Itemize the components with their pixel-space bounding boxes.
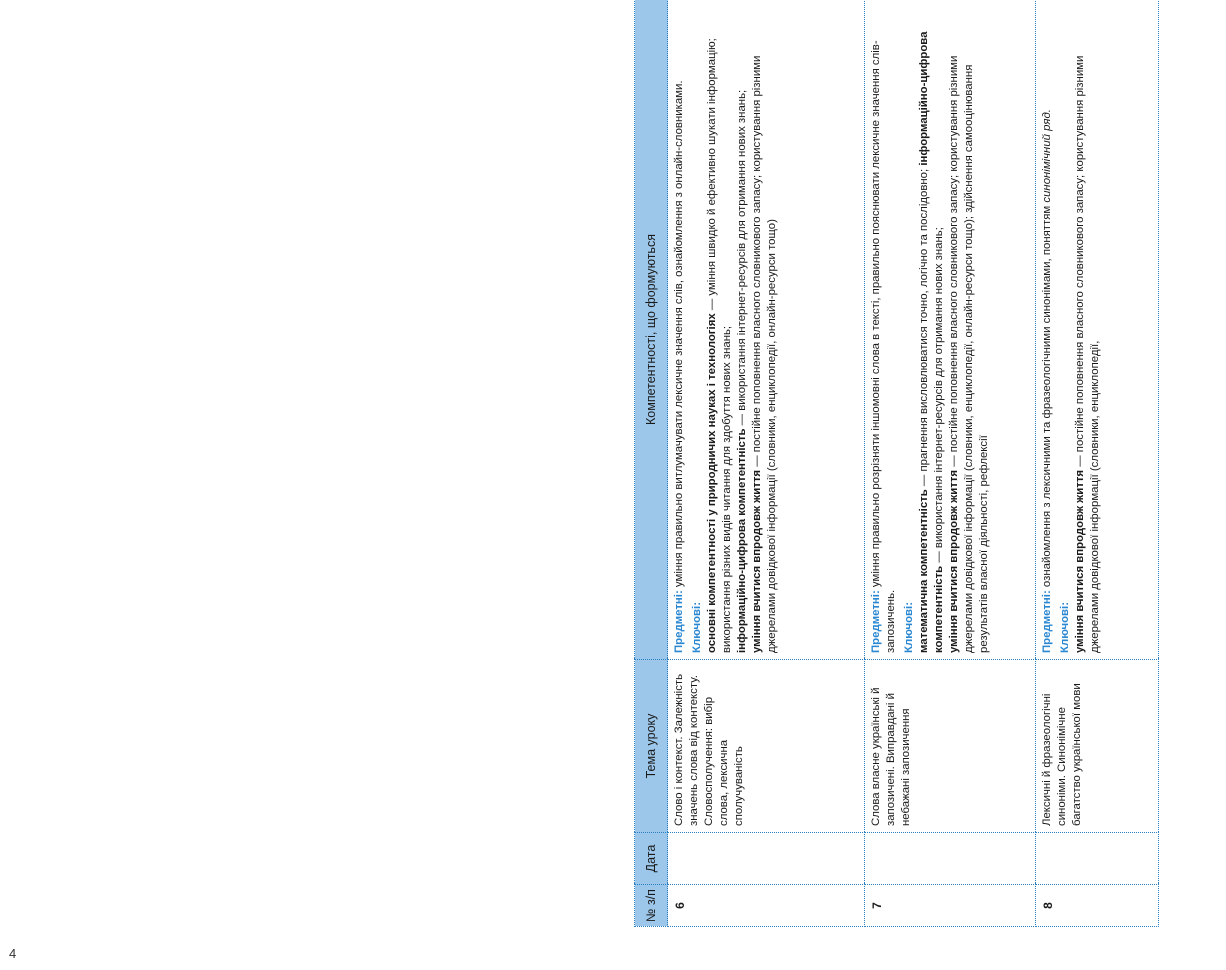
header-date: Дата <box>635 833 668 885</box>
subject-text: ознайомлення з лексичними та фразеологічними синонімами, поняттям <box>1041 202 1053 591</box>
key-competence-1-title: основні компетентності у природничих науках і технологіях <box>706 313 719 653</box>
lesson-plan-table-rotated <box>634 0 1226 927</box>
table-header-row <box>635 0 668 927</box>
subject-text: уміння правильно розрізняти іншомовні слова в тексті, правильно пояснювати лексичне значення слів-запозичень. <box>870 40 898 653</box>
key-competence-2-title: інформаційно-цифрова компетентність <box>918 31 946 653</box>
lesson-competencies <box>865 0 1036 660</box>
lesson-topic: Лексичні й фразеологічні синоніми. Синонімічне багатство української мови <box>1036 660 1159 833</box>
lesson-number: 7 <box>865 885 1036 927</box>
key-competence-3-text: — постійне поповнення власного словникового запасу; користування різними джерелами довідкової інформації (словники, енциклопедії, онлайн-ресурси тощо) <box>751 55 779 653</box>
key-label: Ключові: <box>691 601 704 653</box>
key-label: Ключові: <box>1059 601 1072 653</box>
subject-text: уміння правильно витлумачувати лексичне значення слів, ознайомлення з онлайн-словниками. <box>673 80 685 591</box>
subject-label: Предметні: <box>673 590 685 653</box>
table-row <box>668 0 865 927</box>
page-number: 4 <box>9 946 17 961</box>
lesson-topic: Слова власне українські й запозичені. Виправдані й небажані запозичення <box>865 660 1036 833</box>
lesson-topic: Слово і контекст. Залежність значень слова від контексту. Словосполучення: вибір слова, лексична сполучуваність <box>668 660 865 833</box>
key-competence-3-text: — постійне поповнення власного словникового запасу; користування різними джерелами довідкової інформації (словники, енциклопедії, <box>1074 55 1102 653</box>
lesson-date <box>865 833 1036 885</box>
header-competencies: Компетентності, що формуються <box>635 0 668 660</box>
lesson-number: 6 <box>668 885 865 927</box>
key-competence-1-title: математична компетентність <box>918 489 931 653</box>
header-topic: Тема уроку <box>635 660 668 833</box>
key-competence-3-text: — постійне поповнення власного словникового запасу; користування різними джерелами довідкової інформації (словники, енциклопедії, онлайн-ресурси тощо); здійснення самооцінювання результатів власної діяльності, рефлексії <box>948 55 991 653</box>
key-competence-2-text: — використання інтернет-ресурсів для отримання нових знань; <box>933 227 946 566</box>
key-label: Ключові: <box>903 601 916 653</box>
table-row <box>865 0 1036 927</box>
header-number: № з/п <box>635 885 668 927</box>
lesson-plan-table <box>634 0 1159 927</box>
subject-term: синонімічний ряд. <box>1041 109 1053 203</box>
key-competence-1-text: — уміння швидко й ефективно шукати інформацію; використання різних видів читання для здобуття нових знань; <box>706 38 734 653</box>
subject-label: Предметні: <box>1041 590 1053 653</box>
key-competence-3-title: уміння вчитися впродовж життя <box>751 469 764 653</box>
lesson-date <box>668 833 865 885</box>
key-competence-1-text: — прагнення висловлюватися точно, логічно та послідовно; <box>918 168 931 490</box>
lesson-number: 8 <box>1036 885 1159 927</box>
subject-label: Предметні: <box>870 590 882 653</box>
key-competence-3-title: уміння вчитися впродовж життя <box>948 469 961 653</box>
key-competence-2-title: інформаційно-цифрова компетентність <box>736 428 749 653</box>
lesson-competencies <box>668 0 865 660</box>
lesson-date <box>1036 833 1159 885</box>
key-competence-2-text: — використання інтернет-ресурсів для отримання нових знань; <box>736 89 749 429</box>
table-row <box>1036 0 1159 927</box>
key-competence-3-title: уміння вчитися впродовж життя <box>1074 469 1087 653</box>
lesson-competencies <box>1036 0 1159 660</box>
